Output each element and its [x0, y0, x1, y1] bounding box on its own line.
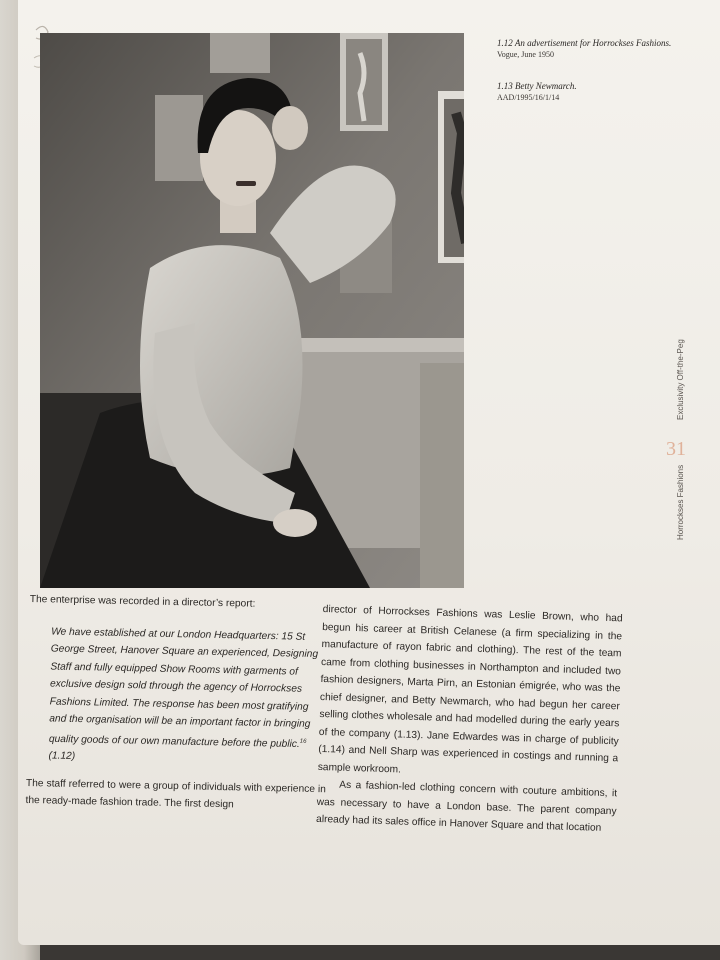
page-number: 31	[666, 438, 686, 460]
figure-ref-1-12: (1.12)	[48, 750, 76, 763]
running-head-book-title: Horrockses Fashions	[676, 464, 685, 540]
caption-1-12-text: An advertisement for Horrockses Fashions.	[514, 38, 672, 48]
block-quote	[48, 623, 329, 771]
caption-1-12-source: Vogue, June 1950	[497, 50, 554, 59]
paragraph-london-base: As a fashion-led clothing concern with couture ambitions, it was necessary to have a London base. The parent company already had its sales office in Hanover Square and that location	[315, 779, 618, 834]
photograph-betty-newmarch	[40, 33, 464, 588]
caption-1-12-number: 1.12	[497, 38, 513, 48]
caption-1-13-number: 1.13	[497, 81, 513, 91]
quote-text: We have established at our London Headquarters: 15 St George Street, Hanover Square an experienced, Designing Staff and fully equipped Show Rooms with garments of exclusive design sold through the agency of Horrockses Fashions Limited. The response has been most gratifying and the organisation will be an important factor in bringing quality goods of our own manufacture before the public.	[48, 625, 319, 750]
paragraph-staff: The staff referred to were a group of individuals with experience in the ready-made fashion trade. The first design	[25, 777, 327, 811]
caption-1-12	[497, 37, 697, 60]
caption-1-13-title	[497, 80, 697, 92]
footnote-marker: 16	[299, 738, 307, 745]
paragraph-design-team: director of Horrockses Fashions was Leslie Brown, who had begun his career at British Celanese (a firm specializing in the manufacture of rayon fabric and clothing). The rest of the team came from clothing businesses in Northampton and included two fashion designers, Marta Pirn, an Estonian émigrée, who was the chief designer, and Betty Newmarch, who had begun her career selling clothes wholesale and had modelled during the early years of the company (1.13). Jane Edwardes was in charge of publicity (1.14) and Nell Sharp was experienced in costings and running a sample workroom.	[317, 603, 623, 776]
caption-1-13-source: AAD/1995/16/1/14	[497, 93, 560, 102]
caption-1-13-text: Betty Newmarch.	[515, 81, 577, 91]
caption-1-13	[497, 80, 697, 103]
caption-1-12-title	[497, 37, 697, 49]
text-column-left	[25, 591, 330, 816]
text-column-right	[316, 601, 623, 838]
lead-sentence: The enterprise was recorded in a director’s report:	[29, 593, 256, 610]
running-head-section: Exclusivity Off-the-Peg	[676, 339, 685, 420]
